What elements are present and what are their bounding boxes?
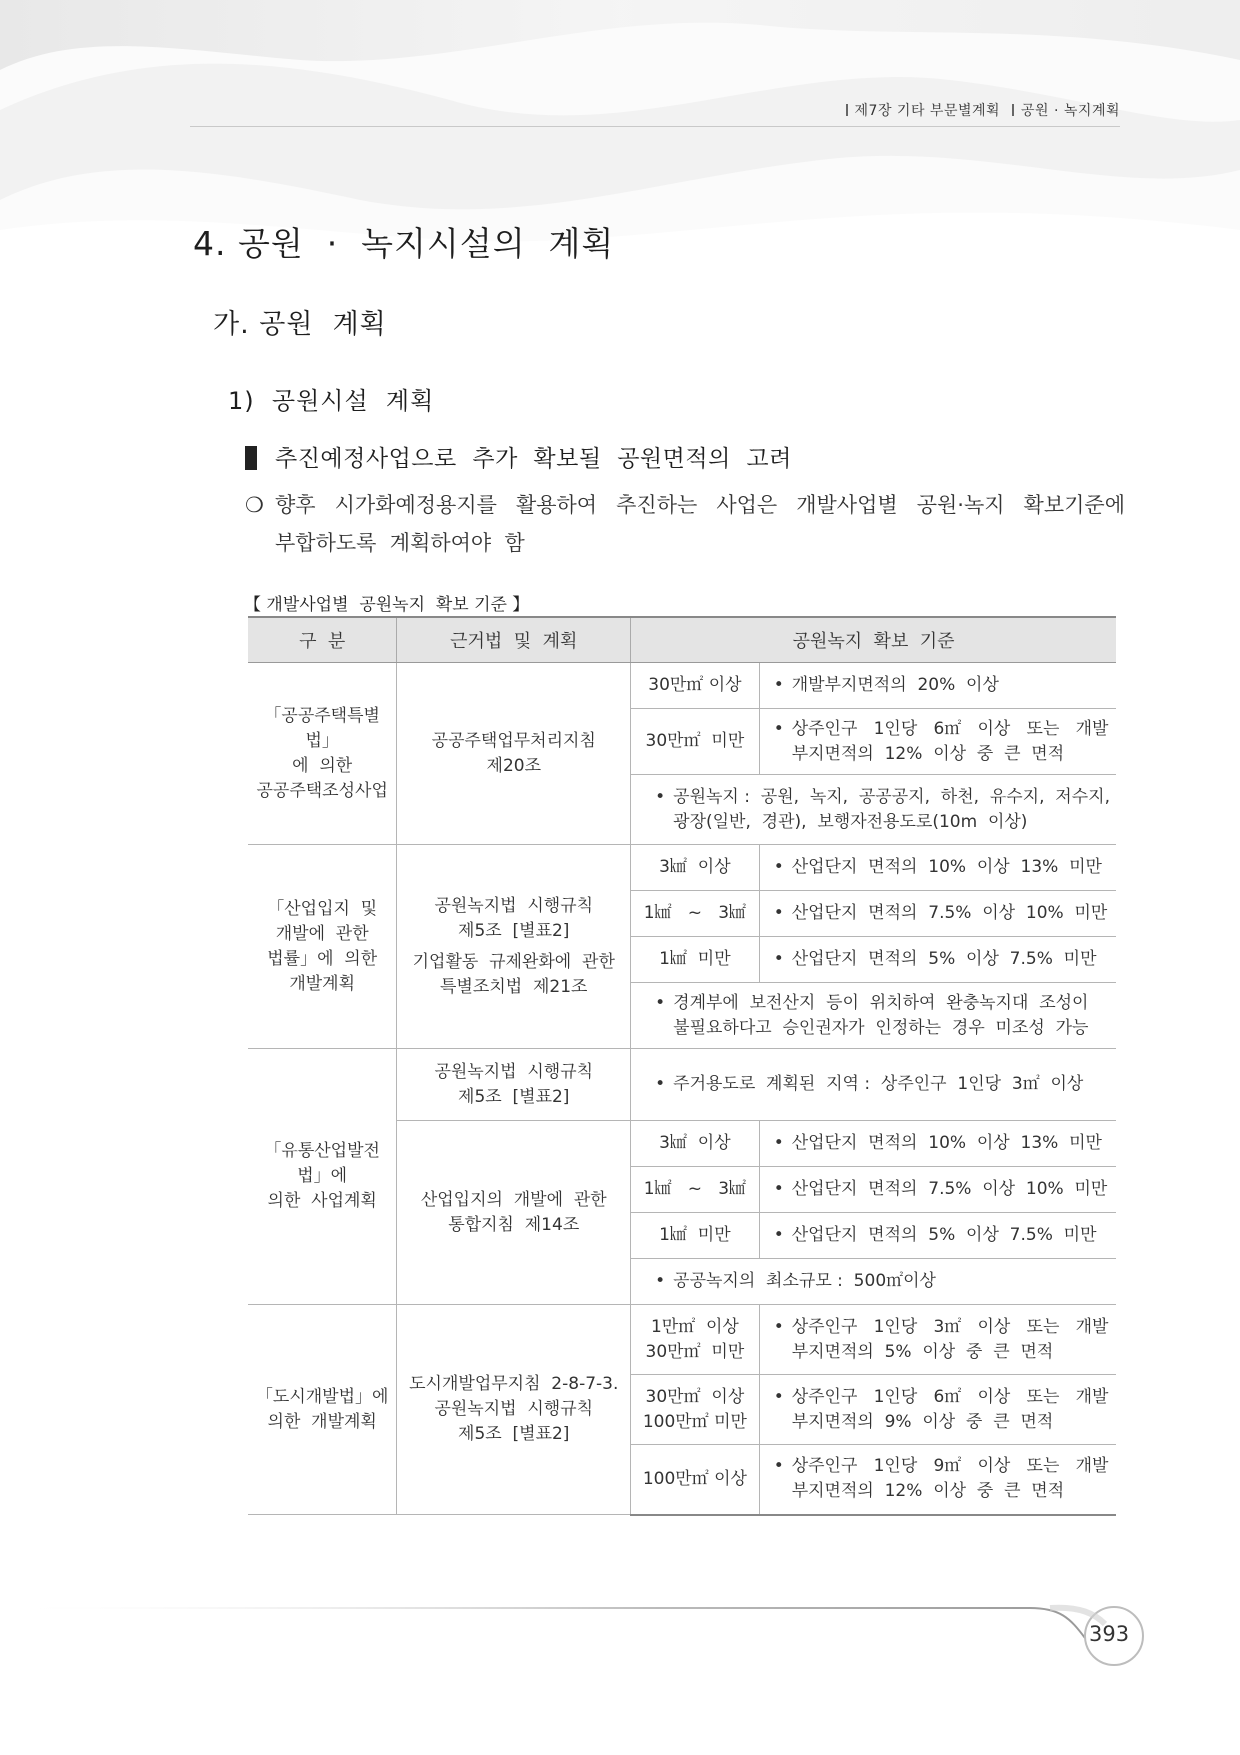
table-row bbox=[248, 845, 1116, 891]
square-bullet-icon bbox=[245, 446, 257, 470]
standard-cell bbox=[759, 891, 1116, 937]
dot-bullet-icon: • bbox=[773, 1225, 784, 1245]
scale-cell: 1㎢ ~ 3㎢ bbox=[631, 891, 760, 937]
scale-line: 1만㎡ 이상 bbox=[650, 1316, 739, 1337]
law-line: 통합지침 제14조 bbox=[448, 1214, 580, 1235]
standard-text: 상주인구 1인당 9㎡ 이상 또는 개발 bbox=[791, 1456, 1109, 1477]
table-caption: 【 개발사업별 공원녹지 확보 기준 】 bbox=[244, 595, 530, 615]
scale-line: 30만㎡ 이상 bbox=[645, 1386, 745, 1407]
standard-cell bbox=[759, 709, 1116, 775]
category-line: 에 의한 bbox=[292, 755, 353, 776]
law-cell bbox=[397, 1049, 631, 1121]
standard-cell bbox=[759, 1445, 1116, 1515]
category-cell bbox=[248, 663, 397, 845]
law-cell bbox=[397, 663, 631, 845]
dot-bullet-icon: • bbox=[773, 718, 784, 739]
standard-text: 산업단지 면적의 7.5% 이상 10% 미만 bbox=[791, 1179, 1108, 1199]
standard-text: 산업단지 면적의 10% 이상 13% 미만 bbox=[791, 857, 1102, 877]
scale-cell: 3㎢ 이상 bbox=[631, 845, 760, 891]
circle-bullet-icon: ❍ bbox=[245, 493, 264, 517]
header-category: 구 분 bbox=[248, 617, 397, 663]
category-line: 「유통산업발전법」에 bbox=[264, 1141, 380, 1186]
note-text: 공원녹지 : 공원, 녹지, 공공공지, 하천, 유수지, 저수지, bbox=[673, 786, 1110, 807]
category-line: 「도시개발법」에 bbox=[255, 1386, 389, 1407]
dot-bullet-icon: • bbox=[773, 857, 784, 877]
category-line: 의한 개발계획 bbox=[267, 1411, 377, 1432]
standards-table bbox=[248, 616, 1116, 1516]
law-line: 기업활동 규제완화에 관한 bbox=[412, 951, 615, 972]
law-cell bbox=[397, 845, 631, 1049]
law-cell bbox=[397, 1305, 631, 1515]
standard-text: 주거용도로 계획된 지역 : 상주인구 1인당 3㎡ 이상 bbox=[673, 1074, 1084, 1094]
standard-text: 산업단지 면적의 5% 이상 7.5% 미만 bbox=[791, 1225, 1097, 1245]
standard-text: 산업단지 면적의 5% 이상 7.5% 미만 bbox=[791, 949, 1097, 969]
dot-bullet-icon: • bbox=[773, 1456, 784, 1477]
standard-cell bbox=[759, 1167, 1116, 1213]
dot-bullet-icon: • bbox=[773, 1179, 784, 1199]
dot-bullet-icon: • bbox=[773, 949, 784, 969]
note-cell bbox=[631, 983, 1116, 1049]
standard-text: 상주인구 1인당 3㎡ 이상 또는 개발 bbox=[791, 1316, 1109, 1337]
table-row bbox=[248, 1305, 1116, 1375]
standard-cell bbox=[759, 1121, 1116, 1167]
standard-cell bbox=[759, 937, 1116, 983]
law-cell bbox=[397, 1121, 631, 1305]
standard-text: 부지면적의 12% 이상 중 큰 면적 bbox=[791, 1481, 1065, 1502]
category-line: 「산업입지 및 bbox=[267, 898, 378, 919]
category-line: 공공주택조성사업 bbox=[256, 780, 388, 801]
dot-bullet-icon: • bbox=[773, 1386, 784, 1407]
law-line: 제20조 bbox=[486, 755, 541, 776]
law-line: 공공주택업무처리지침 bbox=[431, 730, 596, 751]
dot-bullet-icon: • bbox=[655, 992, 666, 1013]
category-line: 「공공주택특별법」 bbox=[264, 705, 380, 751]
category-cell bbox=[248, 1049, 397, 1305]
standard-text: 산업단지 면적의 10% 이상 13% 미만 bbox=[791, 1133, 1102, 1153]
scale-cell: 1㎢ 미만 bbox=[631, 1213, 760, 1259]
standard-cell bbox=[759, 1305, 1116, 1375]
dot-bullet-icon: • bbox=[773, 1316, 784, 1337]
header-law: 근거법 및 계획 bbox=[397, 617, 631, 663]
note-text: 광장(일반, 경관), 보행자전용도로(10m 이상) bbox=[673, 811, 1028, 832]
law-line: 산업입지의 개발에 관한 bbox=[420, 1189, 607, 1210]
category-line: 개발계획 bbox=[289, 973, 356, 994]
standard-text: 산업단지 면적의 7.5% 이상 10% 미만 bbox=[791, 903, 1108, 923]
category-line: 법률」에 의한 bbox=[267, 948, 378, 969]
standard-text: 부지면적의 5% 이상 중 큰 면적 bbox=[791, 1341, 1054, 1362]
standard-cell bbox=[759, 663, 1116, 709]
scale-cell: 100만㎡ 이상 bbox=[631, 1445, 760, 1515]
scale-line: 100만㎡ 미만 bbox=[642, 1411, 747, 1432]
standard-text: 개발부지면적의 20% 이상 bbox=[791, 675, 999, 695]
header-standard: 공원녹지 확보 기준 bbox=[631, 617, 1116, 663]
header-wave-decoration bbox=[0, 0, 1240, 300]
dot-bullet-icon: • bbox=[773, 675, 784, 695]
category-line: 의한 사업계획 bbox=[267, 1191, 377, 1211]
running-head-bar bbox=[1012, 104, 1014, 116]
law-line: 공원녹지법 시행규칙 bbox=[434, 895, 594, 916]
item-title: 1) 공원시설 계획 bbox=[228, 387, 435, 415]
note-text: 공공녹지의 최소규모 : 500㎡이상 bbox=[673, 1271, 936, 1291]
law-line: 제5조 [별표2] bbox=[458, 1424, 570, 1444]
scale-cell bbox=[631, 1305, 760, 1375]
standard-cell bbox=[759, 1375, 1116, 1445]
header-rule bbox=[190, 126, 1120, 127]
law-line: 공원녹지법 시행규칙 bbox=[434, 1061, 594, 1082]
scale-cell: 1㎢ 미만 bbox=[631, 937, 760, 983]
note-text: 불필요하다고 승인권자가 인정하는 경우 미조성 가능 bbox=[673, 1017, 1089, 1038]
bullet-paragraph bbox=[245, 486, 1125, 562]
page-number: 393 bbox=[1089, 1622, 1130, 1646]
running-head-section: 공원 · 녹지계획 bbox=[1021, 103, 1120, 119]
running-head-chapter: 제7장 기타 부문별계획 bbox=[854, 103, 1001, 119]
topic-heading-text: 추진예정사업으로 추가 확보될 공원면적의 고려 bbox=[275, 446, 792, 472]
scale-cell: 30만㎡ 미만 bbox=[631, 709, 760, 775]
standard-text: 부지면적의 9% 이상 중 큰 면적 bbox=[791, 1411, 1054, 1432]
category-cell bbox=[248, 845, 397, 1049]
law-line: 도시개발업무지침 2-8-7-3. bbox=[409, 1374, 619, 1394]
dot-bullet-icon: • bbox=[655, 786, 666, 807]
category-line: 개발에 관한 bbox=[275, 923, 369, 944]
dot-bullet-icon: • bbox=[773, 903, 784, 923]
footer-curve-decoration bbox=[0, 1590, 1240, 1670]
category-cell bbox=[248, 1305, 397, 1515]
dot-bullet-icon: • bbox=[773, 1133, 784, 1153]
standard-text: 부지면적의 12% 이상 중 큰 면적 bbox=[791, 743, 1065, 764]
scale-cell: 3㎢ 이상 bbox=[631, 1121, 760, 1167]
bullet-line-2: 부합하도록 계획하여야 함 bbox=[275, 531, 525, 555]
scale-cell: 30만㎡ 이상 bbox=[631, 663, 760, 709]
table-header-row bbox=[248, 617, 1116, 663]
scale-cell bbox=[631, 1375, 760, 1445]
section-title: 4. 공원 · 녹지시설의 계획 bbox=[193, 224, 615, 263]
law-line: 공원녹지법 시행규칙 bbox=[434, 1399, 594, 1419]
table-row bbox=[248, 663, 1116, 709]
standard-cell bbox=[759, 1213, 1116, 1259]
note-cell bbox=[631, 775, 1116, 845]
running-head bbox=[839, 100, 1120, 120]
running-head-bar bbox=[846, 104, 848, 116]
note-cell bbox=[631, 1259, 1116, 1305]
table-row bbox=[248, 1049, 1116, 1121]
standard-text: 상주인구 1인당 6㎡ 이상 또는 개발 bbox=[791, 718, 1109, 739]
law-line: 제5조 [별표2] bbox=[458, 920, 570, 941]
dot-bullet-icon: • bbox=[655, 1271, 666, 1291]
subsection-title: 가. 공원 계획 bbox=[213, 309, 387, 340]
scale-line: 30만㎡ 미만 bbox=[645, 1341, 745, 1362]
scale-cell: 1㎢ ~ 3㎢ bbox=[631, 1167, 760, 1213]
topic-heading bbox=[245, 440, 792, 473]
note-text: 경계부에 보전산지 등이 위치하여 완충녹지대 조성이 bbox=[673, 992, 1089, 1013]
dot-bullet-icon: • bbox=[655, 1074, 666, 1094]
standard-cell bbox=[759, 845, 1116, 891]
bullet-line-1: 향후 시가화예정용지를 활용하여 추진하는 사업은 개발사업별 공원·녹지 확보기준에 bbox=[275, 493, 1125, 517]
standard-text: 상주인구 1인당 6㎡ 이상 또는 개발 bbox=[791, 1386, 1109, 1407]
law-line: 특별조치법 제21조 bbox=[440, 976, 588, 997]
standard-cell bbox=[631, 1049, 1116, 1121]
law-line: 제5조 [별표2] bbox=[458, 1086, 570, 1107]
